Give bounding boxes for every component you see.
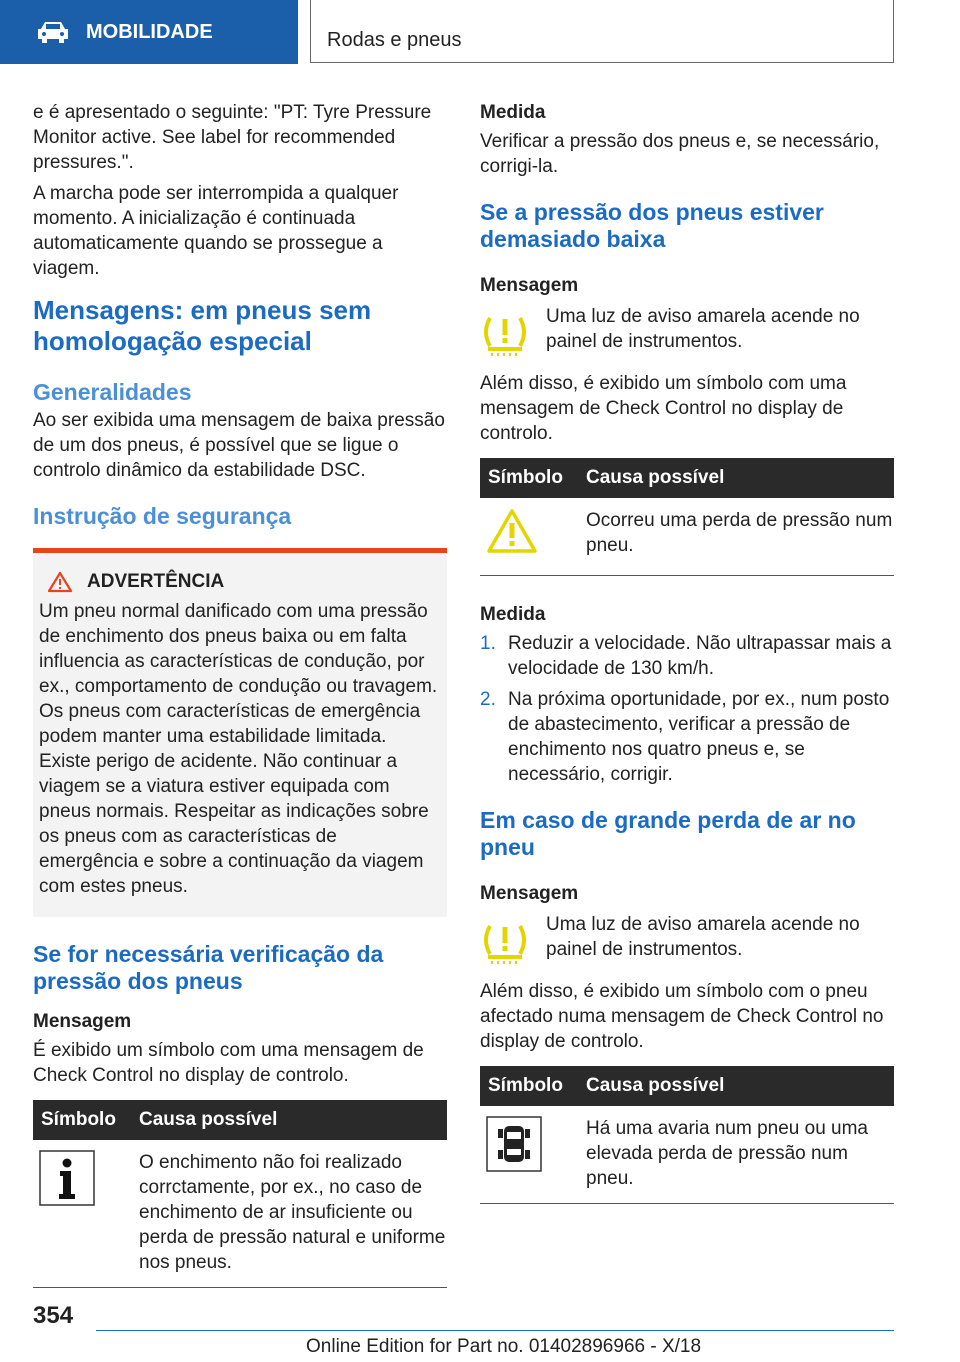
table-header-row [480, 458, 894, 498]
paragraph-mensagem: É exibido um símbolo com uma mensagem de Check Control no display de controlo. [33, 1040, 424, 1086]
subheading-medida-2: Medida [480, 604, 546, 625]
heading-verificacao: Se for necessária verificação da pressão dos pneus [33, 941, 384, 994]
table-header-row [33, 1100, 447, 1140]
chapter-header [310, 0, 894, 63]
table-header-cause: Causa possível [586, 1066, 894, 1106]
table-cell-cause: Ocorreu uma perda de pressão num pneu. [586, 498, 894, 576]
table-header-symbol: Símbolo [480, 458, 586, 498]
step-number: 2. [480, 689, 496, 710]
paragraph-alem-2: Além disso, é exibido um símbolo com o pneu afectado numa mensagem de Check Control no display de controlo. [480, 981, 884, 1052]
step-number: 1. [480, 633, 496, 654]
warning-header [39, 571, 441, 593]
right-column [480, 100, 894, 1204]
symbol-table-2 [480, 1066, 894, 1204]
symbol-table-1 [480, 458, 894, 576]
table-cell-cause: Há uma avaria num pneu ou uma elevada perda de pressão num pneu. [586, 1106, 894, 1204]
list-item [480, 687, 894, 787]
subheading-mensagem: Mensagem [33, 1011, 132, 1032]
warning-text: Um pneu normal danificado com uma pressão de enchimento dos pneus baixa ou em falta influencia as características de condução, por ex., comportamento de condução ou travagem. Os pneus com características de emergência podem manter uma estabilidade limitada. Existe perigo de acidente. Não continuar a viagem se a viatura estiver equipada com pneus normais. Respeitar as indicações sobre os pneus com as características de emergência e sobre a continuação da viagem com estes pneus. [39, 601, 438, 897]
table-header-cause: Causa possível [586, 458, 894, 498]
paragraph-luz-1: Uma luz de aviso amarela acende no painel de instrumentos. [546, 306, 860, 352]
subheading-mensagem-r1: Mensagem [480, 275, 579, 296]
car-tyre-icon [486, 1116, 542, 1172]
subheading-mensagem-r2: Mensagem [480, 883, 579, 904]
table-header-row [480, 1066, 894, 1106]
table-header-cause: Causa possível [139, 1100, 447, 1140]
footer-edition: Online Edition for Part no. 01402896966 - X/18 [306, 1336, 702, 1357]
paragraph-generalidades: Ao ser exibida uma mensagem de baixa pressão de um dos pneus, é possível que se ligue o controlo dinâmico da estabilidade DSC. [33, 410, 445, 481]
subheading-medida: Medida [480, 102, 546, 123]
intro-paragraph-2: A marcha pode ser interrompida a qualquer momento. A inicialização é continuada automaticamente quando se prossegue a viagem. [33, 183, 399, 279]
heading-instrucao: Instrução de segurança [33, 503, 292, 529]
chapter-title: Rodas e pneus [327, 29, 462, 51]
heading-pressao-baixa: Se a pressão dos pneus estiver demasiado baixa [480, 199, 824, 252]
table-cell-cause: O enchimento não foi realizado corrctamente, por ex., no caso de enchimento de ar insuficiente ou perda de pressão natural e uniforme nos pneus. [139, 1140, 447, 1288]
section-label: MOBILIDADE [86, 20, 213, 43]
warning-light-row [480, 304, 894, 361]
warning-triangle-icon [486, 508, 538, 554]
warning-icon [47, 571, 73, 593]
table-row [480, 498, 894, 576]
symbol-table [33, 1100, 447, 1288]
heading-mensagens: Mensagens: em pneus sem homologação especial [33, 295, 372, 356]
info-icon [39, 1150, 95, 1206]
paragraph-luz-2: Uma luz de aviso amarela acende no painel de instrumentos. [546, 914, 860, 960]
table-header-symbol: Símbolo [33, 1100, 139, 1140]
heading-generalidades: Generalidades [33, 379, 192, 405]
warning-light-row-2 [480, 912, 894, 969]
heading-grande-perda: Em caso de grande perda de ar no pneu [480, 807, 856, 860]
footer-divider [96, 1330, 894, 1331]
table-row [480, 1106, 894, 1204]
warning-box [33, 548, 447, 917]
tyre-pressure-warning-icon [480, 920, 530, 964]
car-icon [36, 19, 70, 45]
step-text: Na próxima oportunidade, por ex., num posto de abastecimento, verificar a pressão de enchimento nos quatro pneus e, se necessário, corrigir. [508, 689, 890, 785]
intro-paragraph-1: e é apresentado o seguinte: "PT: Tyre Pressure Monitor active. See label for recommended pressures.". [33, 102, 432, 173]
table-row [33, 1140, 447, 1288]
list-item [480, 631, 894, 681]
paragraph-medida: Verificar a pressão dos pneus e, se necessário, corrigi-la. [480, 131, 880, 177]
table-header-symbol: Símbolo [480, 1066, 586, 1106]
step-text: Reduzir a velocidade. Não ultrapassar mais a velocidade de 130 km/h. [508, 633, 892, 679]
paragraph-alem-1: Além disso, é exibido um símbolo com uma mensagem de Check Control no display de controlo. [480, 373, 847, 444]
page-number: 354 [33, 1302, 74, 1329]
section-tab[interactable] [0, 0, 298, 64]
warning-title: ADVERTÊNCIA [87, 571, 225, 592]
tyre-pressure-warning-icon [480, 312, 530, 356]
steps-list [480, 631, 894, 787]
left-column [33, 100, 447, 1288]
